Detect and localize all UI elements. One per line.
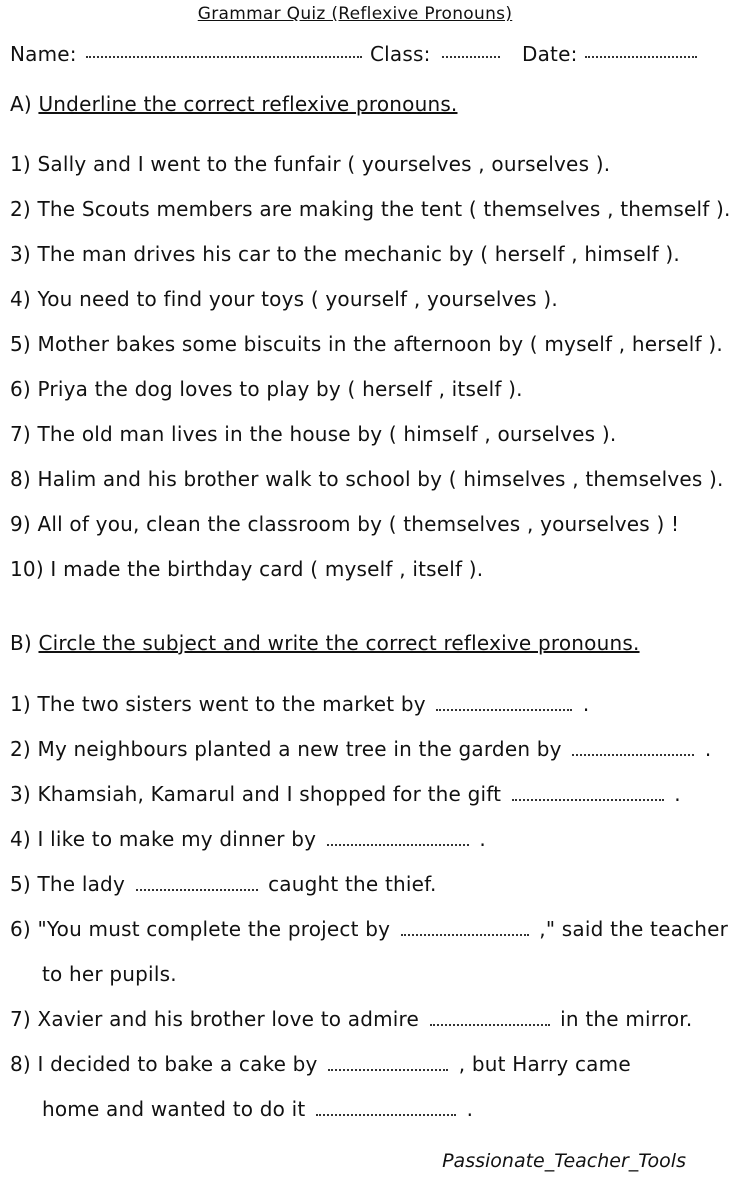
section-b-heading (10, 631, 640, 655)
answer-blank[interactable] (436, 697, 572, 711)
date-label: Date: (522, 42, 578, 66)
section-a-item-5: 5) Mother bakes some biscuits in the afternoon by ( myself , herself ). (10, 332, 723, 356)
answer-blank[interactable] (316, 1102, 456, 1116)
author-signature: Passionate_Teacher_Tools (442, 1150, 686, 1172)
worksheet-title: Grammar Quiz (Reflexive Pronouns) (197, 4, 513, 24)
item-text: 5) The lady (10, 872, 125, 896)
item-end: . (704, 737, 712, 761)
item-text: 6) "You must complete the project by (10, 917, 391, 941)
section-b-item-7 (10, 1007, 692, 1031)
answer-blank[interactable] (136, 877, 258, 891)
section-a-item-8: 8) Halim and his brother walk to school by ( himselves , themselves ). (10, 467, 724, 491)
item-end: in the mirror. (560, 1007, 693, 1031)
section-b-item-4 (10, 827, 486, 851)
item-end: ," said the teacher (539, 917, 729, 941)
item-end: . (466, 1097, 474, 1121)
section-b-instruction: Circle the subject and write the correct reflexive pronouns. (38, 631, 640, 655)
answer-blank[interactable] (572, 742, 694, 756)
section-a-item-6: 6) Priya the dog loves to play by ( herself , itself ). (10, 377, 523, 401)
item-end: , but Harry came (458, 1052, 631, 1076)
section-b-item-8-continued (42, 1097, 473, 1121)
name-label: Name: (10, 42, 77, 66)
item-text: 8) I decided to bake a cake by (10, 1052, 318, 1076)
item-end: . (674, 782, 681, 806)
answer-blank[interactable] (430, 1012, 550, 1026)
section-b-letter: B) (10, 631, 32, 655)
item-text: 3) Khamsiah, Kamarul and I shopped for the gift (10, 782, 502, 806)
section-a-item-2: 2) The Scouts members are making the tent ( themselves , themself ). (10, 197, 731, 221)
student-info-row (10, 42, 710, 72)
answer-blank[interactable] (512, 787, 664, 801)
item-end: . (479, 827, 486, 851)
section-a-item-1: 1) Sally and I went to the funfair ( yourselves , ourselves ). (10, 152, 611, 176)
section-b-item-1 (10, 692, 589, 716)
section-a-heading (10, 92, 458, 116)
section-a-item-10: 10) I made the birthday card ( myself , itself ). (10, 557, 484, 581)
item-text: 1) The two sisters went to the market by (10, 692, 426, 716)
section-a-item-4: 4) You need to find your toys ( yourself , yourselves ). (10, 287, 558, 311)
item-end: caught the thief. (268, 872, 437, 896)
answer-blank[interactable] (328, 1057, 448, 1071)
section-a-letter: A) (10, 92, 32, 116)
item-text: 7) Xavier and his brother love to admire (10, 1007, 420, 1031)
section-b-item-6-continued: to her pupils. (42, 962, 177, 986)
item-text: 4) I like to make my dinner by (10, 827, 317, 851)
section-a-item-3: 3) The man drives his car to the mechanic by ( herself , himself ). (10, 242, 680, 266)
section-a-item-9: 9) All of you, clean the classroom by ( themselves , yourselves ) ! (10, 512, 680, 536)
item-end: . (582, 692, 590, 716)
section-b-item-2 (10, 737, 711, 761)
section-a-item-7: 7) The old man lives in the house by ( himself , ourselves ). (10, 422, 617, 446)
section-b-item-6 (10, 917, 728, 941)
section-a-instruction: Underline the correct reflexive pronouns. (38, 92, 458, 116)
answer-blank[interactable] (327, 832, 469, 846)
section-b-item-8 (10, 1052, 631, 1076)
section-b-item-3 (10, 782, 681, 806)
class-label: Class: (370, 42, 431, 66)
section-b-item-5 (10, 872, 437, 896)
item-text: 2) My neighbours planted a new tree in the garden by (10, 737, 562, 761)
answer-blank[interactable] (401, 922, 529, 936)
item-text: home and wanted to do it (42, 1097, 306, 1121)
